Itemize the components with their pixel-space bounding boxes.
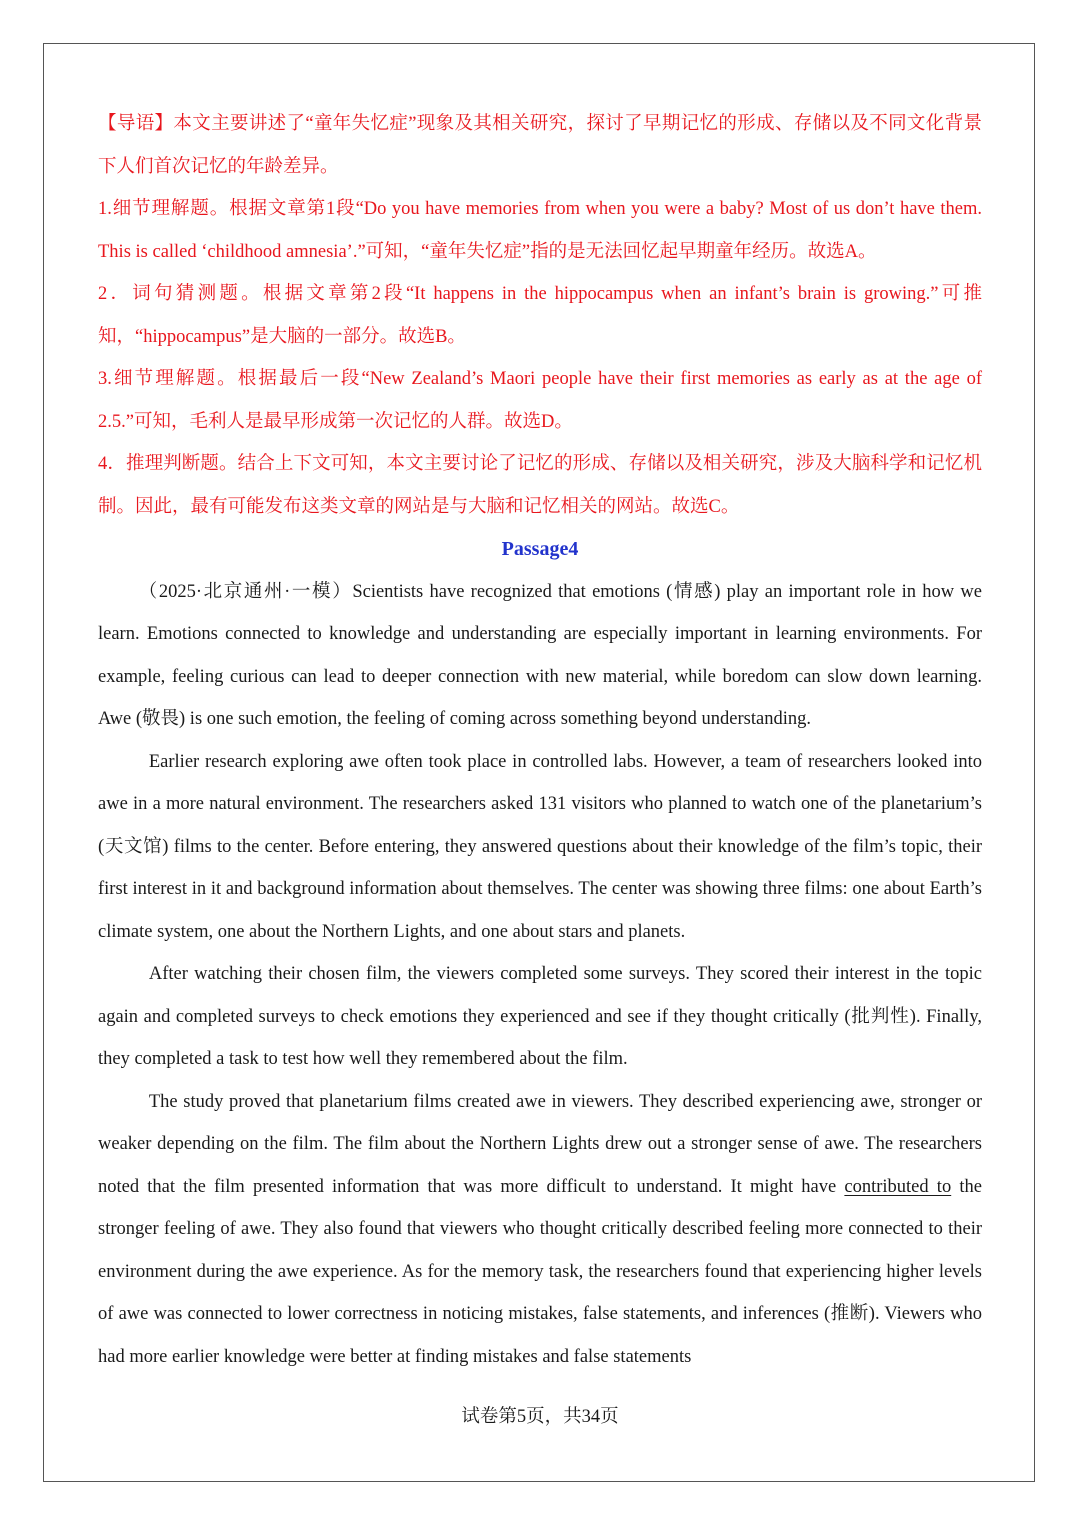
passage-paragraph-2: Earlier research exploring awe often took place in controlled labs. However, a team of researchers looked into awe in a more natural environment. The researchers asked 131 visitors who planned to watch one of the planetarium’s (天文馆) films to the center. Before entering, they answered questions about their knowledge of the film’s topic, their first interest in it and background information about themselves. The center was showing three films: one about Earth’s climate system, one about the Northern Lights, and one about stars and planets.: [98, 751, 982, 942]
answer-explanation-3: 3.细节理解题。根据最后一段“New Zealand’s Maori people have their first memories as early as at the age of 2.5.”可知，毛利人是最早形成第一次记忆的人群。故选D。: [98, 369, 982, 432]
passage-title: Passage4: [501, 538, 579, 560]
answer-explanation-1: 1.细节理解题。根据文章第1段“Do you have memories from when you were a baby? Most of us don’t have them. This is called ‘childhood amnesia’.”可知，“童年失忆症”指的是无法回忆起早期童年经历。故选A。: [98, 199, 982, 262]
intro-label: 【导语】: [98, 114, 174, 134]
passage-paragraph-4: [98, 1081, 982, 1379]
passage-paragraph-1: （2025·北京通州·一模）Scientists have recognized that emotions (情感) play an important role in how we learn. Emotions connected to knowledge and understanding are especially important in learning environments. For example, feeling curious can lead to deeper connection with new material, while boredom can slow down learning. Awe (敬畏) is one such emotion, the feeling of coming across something beyond understanding.: [98, 581, 982, 729]
page-footer: 试卷第5页，共34页: [461, 1407, 619, 1427]
answer-explanation-2: 2．词句猜测题。根据文章第2段“It happens in the hippocampus when an infant’s brain is growing.”可推知，“hippocampus”是大脑的一部分。故选B。: [98, 284, 982, 347]
paragraph-4-text-start: The study proved that planetarium films created awe in viewers. They described experiencing awe, stronger or weaker depending on the film. The film about the Northern Lights drew out a stronger sense of awe. The researchers noted that the film presented information that was more difficult to understand. It might have: [98, 1091, 982, 1197]
page-content: [98, 103, 982, 1378]
paragraph-4-text-end: the stronger feeling of awe. They also found that viewers who thought critically described feeling more connected to their environment during the awe experience. As for the memory task, the researchers found that experiencing higher levels of awe was connected to lower correctness in noticing mistakes, false statements, and inferences (推断). Viewers who had more earlier knowledge were better at finding mistakes and false statements: [98, 1176, 982, 1367]
underlined-phrase: contributed to: [844, 1176, 952, 1197]
intro-paragraph: [98, 103, 982, 188]
passage-paragraph-3: After watching their chosen film, the viewers completed some surveys. They scored their interest in the topic again and completed surveys to check emotions they experienced and see if they thought critically (批判性). Finally, they completed a task to test how well they remembered about the film.: [98, 964, 982, 1069]
answer-explanation-4: 4．推理判断题。结合上下文可知，本文主要讨论了记忆的形成、存储以及相关研究，涉及大脑科学和记忆机制。因此，最有可能发布这类文章的网站是与大脑和记忆相关的网站。故选C。: [98, 454, 982, 517]
intro-text: 本文主要讲述了“童年失忆症”现象及其相关研究，探讨了早期记忆的形成、存储以及不同文化背景下人们首次记忆的年龄差异。: [98, 114, 982, 177]
